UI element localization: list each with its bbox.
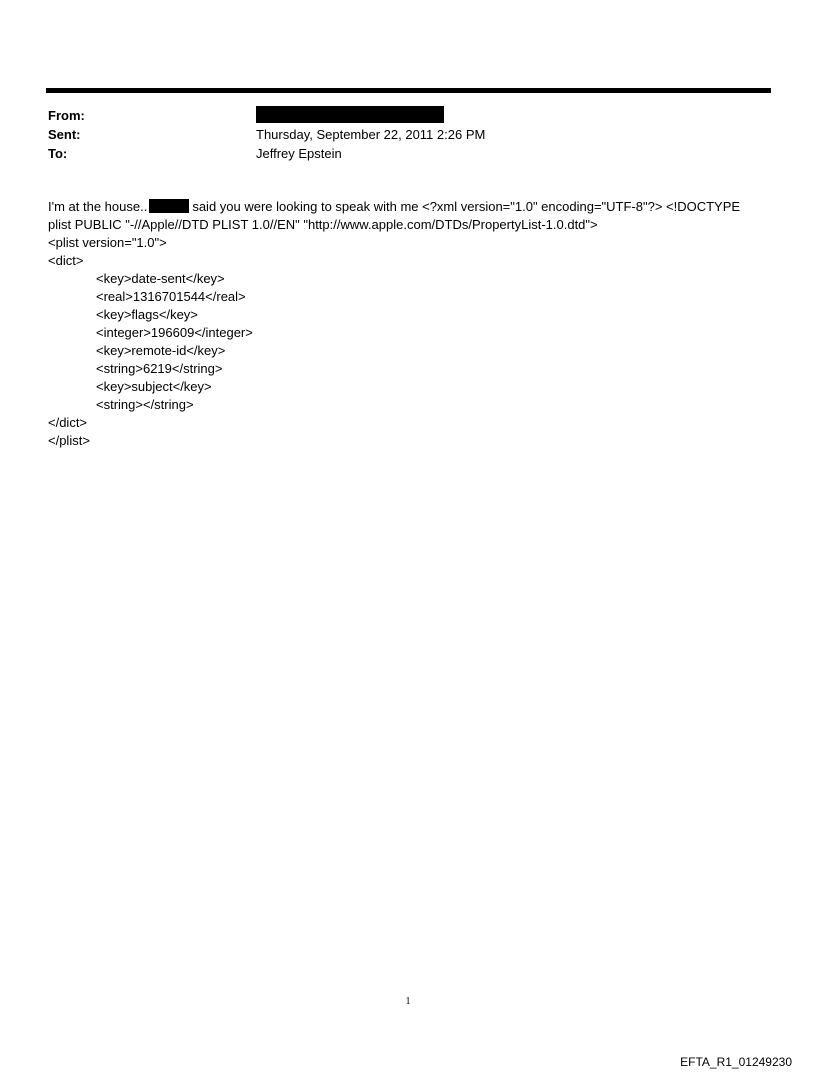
body-line-1 — [48, 198, 768, 216]
sent-row — [48, 125, 748, 144]
body-line-1-end: said you were looking to speak with me <?xml version="1.0" encoding="UTF-8"?> <!DOCTYPE — [192, 199, 741, 214]
body-line-close-plist: </plist> — [48, 433, 90, 448]
from-redaction — [256, 106, 444, 123]
body-line-4: <dict> — [48, 253, 84, 268]
header-rule — [46, 88, 771, 93]
sent-value: Thursday, September 22, 2011 2:26 PM — [256, 127, 486, 142]
dict-line: <string></string> — [96, 397, 194, 412]
body-line-2: plist PUBLIC "-//Apple//DTD PLIST 1.0//EN" "http://www.apple.com/DTDs/PropertyList-1.0.dtd"> — [48, 217, 598, 232]
body-line-close-dict: </dict> — [48, 415, 88, 430]
dict-line: <string>6219</string> — [96, 361, 223, 376]
dict-line: <key>date-sent</key> — [96, 271, 225, 286]
document-id: EFTA_R1_01249230 — [680, 1055, 792, 1069]
page-number: 1 — [405, 996, 411, 1007]
dict-line: <key>flags</key> — [96, 307, 198, 322]
from-label: From: — [48, 108, 85, 123]
dict-line: <real>1316701544</real> — [96, 289, 246, 304]
to-label: To: — [48, 146, 68, 161]
to-row — [48, 144, 748, 163]
dict-line: <key>remote-id</key> — [96, 343, 226, 358]
dict-line: <integer>196609</integer> — [96, 325, 253, 340]
inline-redaction — [149, 199, 189, 213]
email-header — [48, 106, 748, 163]
dict-line: <key>subject</key> — [96, 379, 212, 394]
email-body — [48, 198, 768, 450]
sent-label: Sent: — [48, 127, 81, 142]
from-row — [48, 106, 748, 125]
to-value: Jeffrey Epstein — [256, 146, 342, 161]
body-line-1-start: I'm at the house.. — [48, 199, 148, 214]
body-line-3: <plist version="1.0"> — [48, 235, 167, 250]
